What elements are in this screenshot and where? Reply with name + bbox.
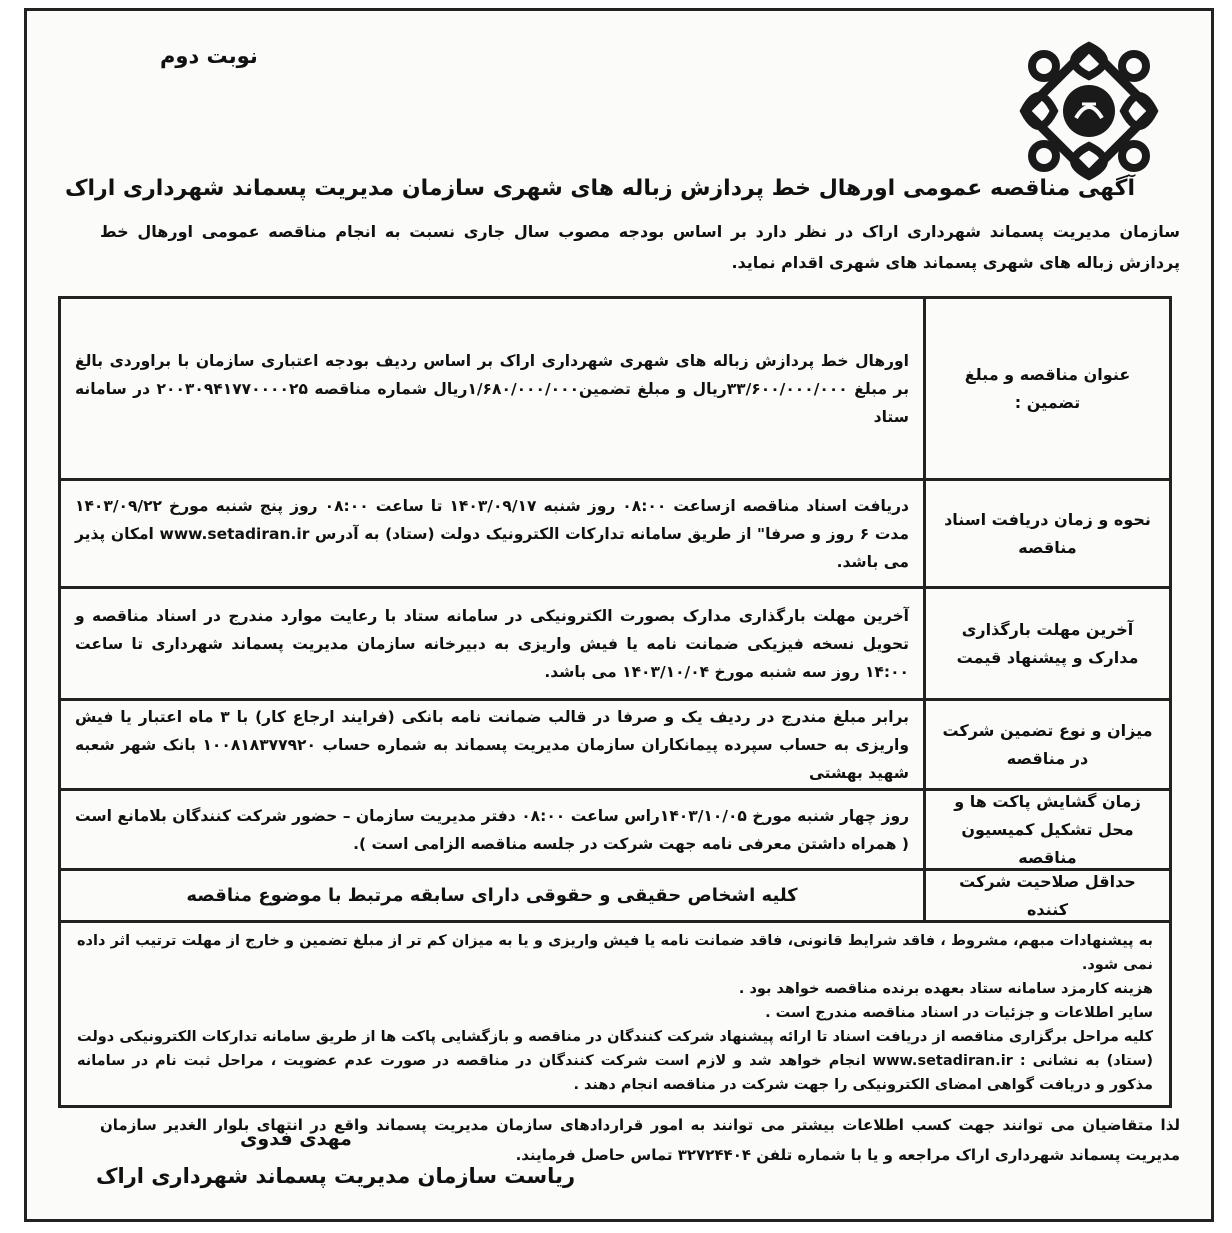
row-label: حداقل صلاحیت شرکت کننده [923, 871, 1169, 920]
notice-headline: آگهی مناقصه عمومی اورهال خط پردازش زباله های شهری سازمان مدیریت پسماند شهرداری اراک [64, 176, 1136, 201]
row-label: میزان و نوع تضمین شرکت در مناقصه [923, 701, 1169, 788]
row-label: نحوه و زمان دریافت اسناد مناقصه [923, 481, 1169, 586]
table-row [61, 589, 1169, 701]
row-value: اورهال خط پردازش زباله های شهری شهرداری اراک بر اساس ردیف بودجه اعتباری سازمان با براوردی بالغ بر مبلغ ۳۳/۶۰۰/۰۰۰/۰۰۰ریال و مبلغ تضمین۱/۶۸۰/۰۰۰/۰۰۰ریال شماره مناقصه ۲۰۰۳۰۹۴۱۷۷۰۰۰۰۲۵ در سامانه ستاد [75, 351, 910, 426]
table-row [61, 701, 1169, 791]
tender-details-table [58, 296, 1172, 1108]
row-value: روز چهار شنبه مورخ ۱۴۰۳/۱۰/۰۵راس ساعت ۰۸:۰۰ دفتر مدیریت سازمان – حضور شرکت کنندگان بلامانع است ( همراه داشتن معرفی نامه جهت شرکت در جلسه مناقصه الزامی است ). [75, 806, 910, 853]
note-item: هزینه کارمزد سامانه ستاد بعهده برنده مناقصه خواهد بود . [738, 981, 1153, 997]
signatory-name: مهدی فدوی [240, 1128, 352, 1150]
municipality-emblem-icon [1004, 26, 1174, 196]
note-item: سایر اطلاعات و جزئیات در اسناد مناقصه مندرج است . [765, 1005, 1153, 1021]
row-label: آخرین مهلت بارگذاری مدارک و پیشنهاد قیمت [923, 589, 1169, 698]
row-label: عنوان مناقصه و مبلغ تضمین : [923, 299, 1169, 478]
table-row [61, 481, 1169, 589]
note-item: کلیه مراحل برگزاری مناقصه از دریافت اسناد تا ارائه پیشنهاد شرکت کنندگان در مناقصه و بازگشایی پاکت ها از طریق سامانه تدارکات الکترونیکی دولت (ستاد) به نشانی : www.setadiran.ir انجام خواهد شد و لازم است شرکت کنندگان در مناقصه در صورت عدم عضویت ، مراحل ثبت نام در سامانه مذکور و دریافت گواهی امضای الکترونیکی را جهت شرکت در مناقصه انجام دهند . [77, 1029, 1153, 1093]
row-value: آخرین مهلت بارگذاری مدارک بصورت الکترونیکی در سامانه ستاد با رعایت موارد مندرج در اسناد مناقصه و تحویل نسخه فیزیکی ضمانت نامه یا فیش واریزی به دبیرخانه سازمان مدیریت پسماند شهرداری تا ساعت ۱۴:۰۰ روز سه شنبه مورخ ۱۴۰۳/۱۰/۰۴ می باشد. [75, 606, 909, 681]
notice-intro: سازمان مدیریت پسماند شهرداری اراک در نظر دارد بر اساس بودجه مصوب سال جاری نسبت به انجام مناقصه عمومی اورهال خط پردازش زباله های شهری پسماند های شهری اقدام نماید. [100, 222, 1180, 272]
table-row [61, 791, 1169, 871]
table-row [61, 299, 1169, 481]
row-value: کلیه اشخاص حقیقی و حقوقی دارای سابقه مرتبط با موضوع مناقصه [186, 884, 798, 906]
row-value: برابر مبلغ مندرج در ردیف یک و صرفا در قالب ضمانت نامه بانکی (فرایند ارجاع کار) با ۳ ماه اعتبار یا فیش واریزی به حساب سپرده پیمانکاران سازمان مدیریت پسماند به شماره حساب ۱۰۰۸۱۸۳۷۷۹۲۰ بانک شهر شعبه شهید بهشتی [75, 707, 910, 782]
signatory-title: ریاست سازمان مدیریت پسماند شهرداری اراک [96, 1164, 576, 1188]
row-label: زمان گشایش پاکت ها و محل تشکیل کمیسیون مناقصه [923, 791, 1169, 868]
table-row [61, 871, 1169, 923]
notice-footer: لذا متقاضیان می توانند جهت کسب اطلاعات بیشتر می توانند به امور قراردادهای سازمان مدیریت پسماند واقع در انتهای بلوار الغدیر سازمان مدیریت پسماند شهرداری اراک مراجعه و یا با شماره تلفن ۳۲۷۲۴۴۰۴ تماس حاصل فرمایند. [100, 1116, 1180, 1164]
note-item: به پیشنهادات مبهم، مشروط ، فاقد شرایط قانونی، فاقد ضمانت نامه یا فیش واریزی و یا به میزان کم تر از مبلغ تضمین و خارج از مهلت ترتیب اثر داده نمی شود. [77, 933, 1153, 973]
round-label: نوبت دوم [160, 44, 258, 68]
row-value: دریافت اسناد مناقصه ازساعت ۰۸:۰۰ روز شنبه ۱۴۰۳/۰۹/۱۷ تا ساعت ۰۸:۰۰ روز پنج شنبه مورخ ۱۴۰۳/۰۹/۲۲ مدت ۶ روز و صرفا" از طریق سامانه تدارکات الکترونیک دولت (ستاد) به آدرس www.setadiran.ir امکان پذیر می باشد. [75, 496, 910, 571]
tender-notes [61, 923, 1169, 1105]
